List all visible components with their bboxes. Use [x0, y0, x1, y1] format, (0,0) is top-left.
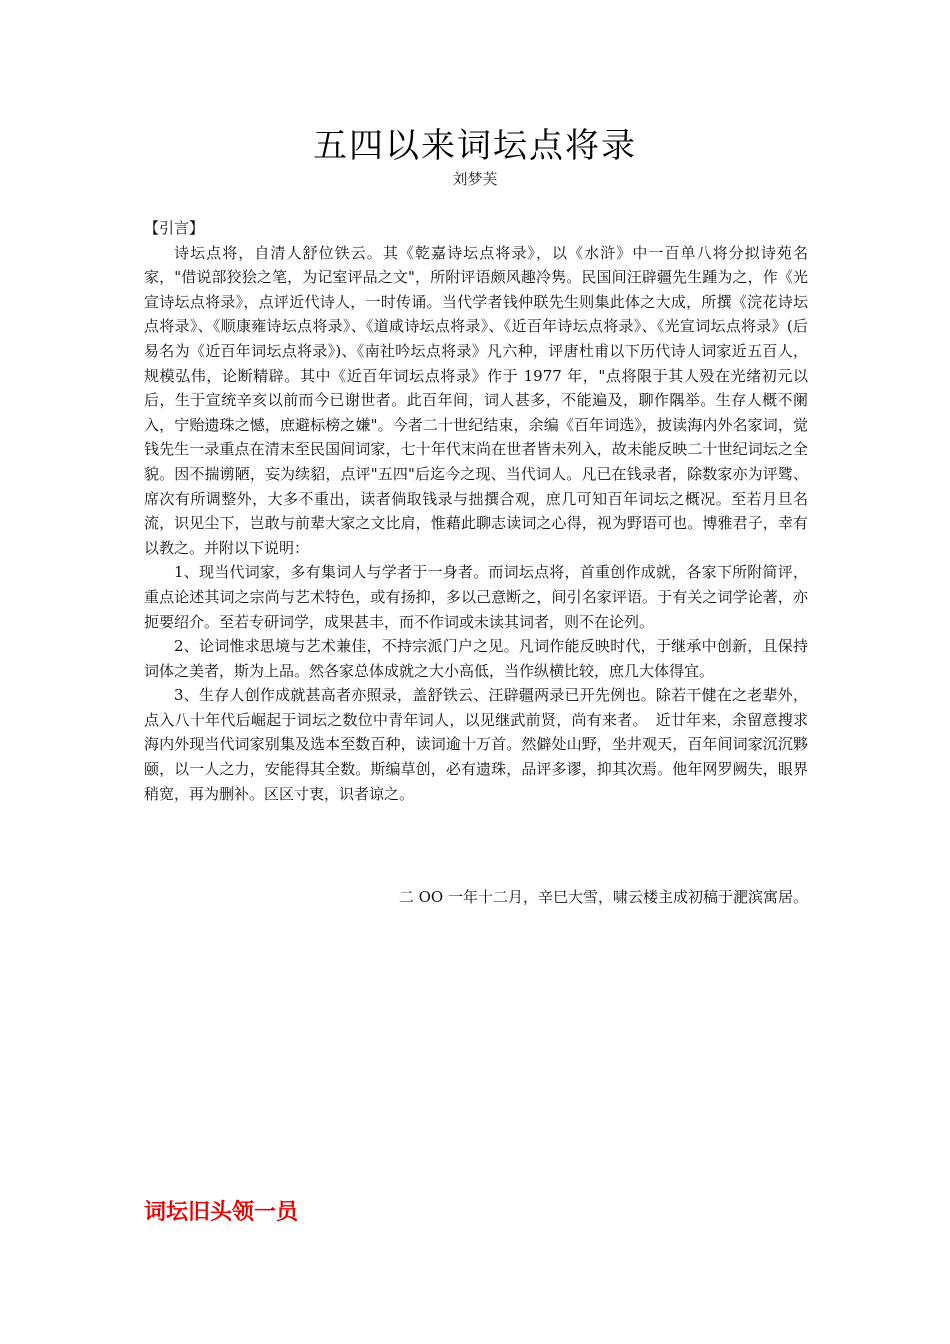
document-title: 五四以来词坛点将录: [313, 126, 637, 166]
closing-date-line: 二 OO 一年十二月，辛巳大雪，啸云楼主成初稿于淝滨寓居。: [398, 888, 808, 906]
note-2-paragraph: 2、论词惟求思境与艺术兼佳，不持宗派门户之见。凡词作能反映时代，于继承中创新，且保持词体之美者，斯为上品。然各家总体成就之大小高低，当作纵横比较，庶几大体得宜。: [144, 637, 808, 680]
section-heading: 词坛旧头领一员: [144, 1199, 299, 1225]
note-3-paragraph: 3、生存人创作成就甚高者亦照录，盖舒铁云、汪辟疆两录已开先例也。除若干健在之老辈外，点入八十年代后崛起于词坛之数位中青年词人，以见继武前贤，尚有来者。 近廿年来，余留意搜求海内外现当代词家别集及选本至数百种，读词逾十万首。然僻处山野，坐井观天，百年间词家沉沉夥颐，以一人之力，安能得其全数。斯编草创，必有遗珠，品评多谬，抑其次焉。他年网罗阙失，眼界稍宽，再为删补。区区寸衷，识者谅之。: [144, 686, 808, 803]
intro-label: 【引言】: [144, 219, 205, 237]
document-body: [144, 216, 808, 806]
author-name: 刘梦芙: [452, 170, 498, 188]
intro-paragraph: 诗坛点将，自清人舒位铁云。其《乾嘉诗坛点将录》，以《水浒》中一百单八将分拟诗苑名家，"借说部狡狯之笔，为记室评品之文"，所附评语颇风趣冷隽。民国间汪辟疆先生踵为之，作《光宣诗坛点将录》，点评近代诗人，一时传诵。当代学者钱仲联先生则集此体之大成，所撰《浣花诗坛点将录》、《顺康雍诗坛点将录》、《道咸诗坛点将录》、《近百年诗坛点将录》、《光宣词坛点将录》(后易名为《近百年词坛点将录》)、《南社吟坛点将录》凡六种，评唐杜甫以下历代诗人词家近五百人，规模弘伟，论断精辟。其中《近百年词坛点将录》作于 1977 年，"点将限于其人殁在光绪初元以后，生于宣统辛亥以前而今已谢世者。此百年间，词人甚多，不能遍及，聊作隅举。生存人概不阑入，宁贻遗珠之憾，庶避标榜之嫌"。今者二十世纪结束，余编《百年词选》，披读海内外名家词，觉钱先生一录重点在清末至民国间词家，七十年代末尚在世者皆未列入，故未能反映二十世纪词坛之全貌。因不揣谫陋，妄为续貂，点评"五四"后迄今之现、当代词人。凡已在钱录者，除数家亦为评骘、席次有所调整外，大多不重出，读者倘取钱录与拙撰合观，庶几可知百年词坛之概况。至若月旦名流，识见尘下，岂敢与前辈大家之文比肩，惟藉此聊志读词之心得，视为野语可也。博雅君子，幸有以教之。并附以下说明：: [144, 243, 808, 557]
note-1-paragraph: 1、现当代词家，多有集词人与学者于一身者。而词坛点将，首重创作成就，各家下所附简评，重点论述其词之宗尚与艺术特色，或有扬抑，多以己意断之，间引名家评语。于有关之词学论著，亦扼要绍介。至若专研词学，成果甚丰，而不作词或未读其词者，则不在论列。: [144, 563, 808, 631]
